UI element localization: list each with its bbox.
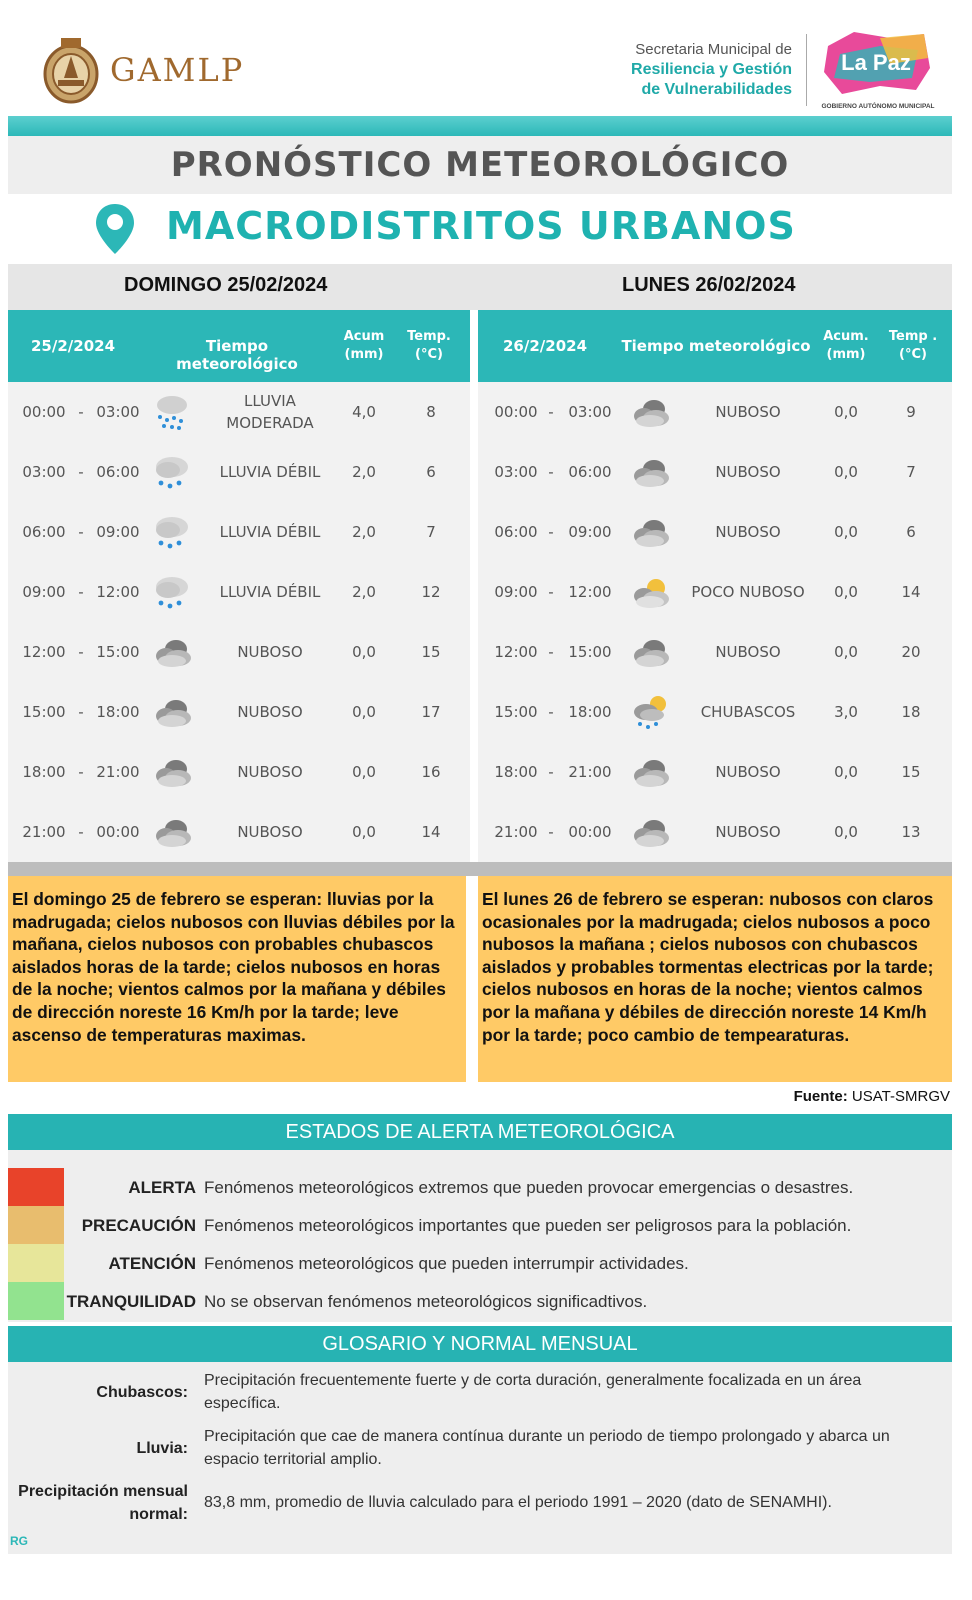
time-from: 15:00 [22,703,66,721]
weather-condition-line-1: LLUVIA DÉBIL [219,523,321,541]
glossary-term: Chubascos: [96,1384,188,1401]
acum-value: 2,0 [352,523,376,541]
temp-value: 16 [421,763,441,781]
table-row [8,622,952,682]
temp-value: 7 [906,463,916,481]
weather-condition-line-1: NUBOSO [715,463,781,481]
time-dash: - [78,823,84,841]
col-acum-2 [816,328,876,364]
alert-swatch-yellow [8,1244,64,1282]
weather-condition-line-1: NUBOSO [715,643,781,661]
weather-condition-line-1: NUBOSO [237,823,303,841]
cloud-icon [626,392,674,432]
acum-value: 0,0 [834,763,858,781]
alert-description: Fenómenos meteorológicos que pueden interrumpir actividades. [204,1254,689,1273]
time-to: 03:00 [96,403,140,421]
glossary-definition: Precipitación que cae de manera contínua durante un periodo de tiempo prolongado y abarca un espacio territorial amplio. [204,1428,890,1468]
glossary-heading: GLOSARIO Y NORMAL MENSUAL [8,1326,952,1362]
col-acum-2-line-1: Acum. [823,329,869,344]
col-temp-1-line-1: Temp. [407,329,451,344]
time-to: 21:00 [568,763,612,781]
weather-condition-line-1: NUBOSO [715,763,781,781]
time-from: 03:00 [22,463,66,481]
time-from: 21:00 [494,823,538,841]
weather-condition [680,382,816,442]
acum-value: 0,0 [834,463,858,481]
time-from: 15:00 [494,703,538,721]
alert-row-precaucion [8,1206,952,1244]
temp-value: 9 [906,403,916,421]
table-row [8,742,952,802]
source-credit [794,1088,950,1105]
forecast-table-header [8,310,952,382]
table-row [8,802,952,862]
table-row [8,382,952,442]
weather-condition [680,682,816,742]
weather-condition [680,802,816,862]
time-from: 06:00 [22,523,66,541]
secretaria-name [631,40,792,100]
glossary-term: Lluvia: [136,1440,188,1457]
day-1-description: El domingo 25 de febrero se esperan: lluvias por la madrugada; cielos nubosos con lluvias débiles por la mañana, cielos nubosos con probables chubascos aislados horas de la tarde; cielos nubosos en horas de la noche; vientos calmos por la mañana y débiles de dirección noreste 16 Km/h por la tarde; leve ascenso de temperaturas maximas. [8,876,466,1082]
time-dash: - [78,703,84,721]
showers-icon [626,692,674,732]
col-weather-2: Tiempo meteorológico [621,337,811,355]
header-divider [806,34,807,106]
time-to: 18:00 [568,703,612,721]
glossary-term-line-2: normal: [129,1506,188,1523]
acum-value: 0,0 [834,643,858,661]
page-header [8,20,952,120]
col-temp-1 [398,328,460,364]
time-from: 09:00 [22,583,66,601]
title-band [8,136,952,194]
alert-label: ATENCIÓN [108,1254,196,1273]
alert-swatch-red [8,1168,64,1206]
secretaria-line-3: de Vulnerabilidades [641,81,792,98]
la-paz-logo-subtext: GOBIERNO AUTÓNOMO MUNICIPAL [821,103,935,110]
time-dash: - [548,583,554,601]
temp-value: 7 [426,523,436,541]
weather-condition-line-1: NUBOSO [715,403,781,421]
acum-value: 0,0 [834,403,858,421]
table-row [8,562,952,622]
time-dash: - [78,403,84,421]
alerts-section [8,1150,952,1322]
alerts-heading: ESTADOS DE ALERTA METEOROLÓGICA [8,1114,952,1150]
alert-description: No se observan fenómenos meteorológicos significadtivos. [204,1292,648,1311]
table-row [8,502,952,562]
time-to: 00:00 [96,823,140,841]
weather-condition-line-1: POCO NUBOSO [691,583,805,601]
time-to: 06:00 [96,463,140,481]
weather-condition [680,742,816,802]
acum-value: 0,0 [834,583,858,601]
temp-value: 18 [901,703,921,721]
la-paz-logo [820,28,936,112]
time-dash: - [548,823,554,841]
weather-condition-line-1: NUBOSO [237,703,303,721]
time-to: 06:00 [568,463,612,481]
time-to: 00:00 [568,823,612,841]
cloud-icon [626,452,674,492]
acum-value: 2,0 [352,583,376,601]
weather-condition-line-2: MODERADA [226,414,314,432]
time-to: 18:00 [96,703,140,721]
acum-value: 0,0 [352,703,376,721]
secretaria-line-2: Resiliencia y Gestión [631,61,792,78]
cloud-icon [626,512,674,552]
time-to: 15:00 [96,643,140,661]
table-bottom-rule [8,862,952,876]
time-to: 09:00 [568,523,612,541]
col-temp-2 [880,328,946,364]
footer-tag: RG [10,1534,28,1548]
weather-condition-line-1: NUBOSO [715,523,781,541]
time-to: 21:00 [96,763,140,781]
weather-condition [680,502,816,562]
col-temp-2-line-1: Temp . [888,329,938,344]
time-from: 18:00 [22,763,66,781]
weather-condition [680,442,816,502]
la-paz-logo-text: La Paz [841,50,911,75]
time-dash: - [548,403,554,421]
col-temp-1-line-2: (°C) [415,347,443,362]
time-dash: - [78,463,84,481]
time-from: 00:00 [22,403,66,421]
weather-condition-line-1: LLUVIA [244,392,296,410]
source-label: Fuente: [793,1088,848,1105]
alert-description: Fenómenos meteorológicos importantes que pueden ser peligrosos para la población. [204,1216,852,1235]
time-dash: - [548,703,554,721]
alert-description: Fenómenos meteorológicos extremos que pueden provocar emergencias o desastres. [204,1178,854,1197]
day-2-title: LUNES 26/02/2024 [622,274,796,296]
temp-value: 6 [426,463,436,481]
time-dash: - [78,643,84,661]
time-from: 06:00 [494,523,538,541]
temp-value: 12 [421,583,441,601]
alert-row-atencion [8,1244,952,1282]
location-pin-icon [94,202,136,256]
cloud-icon [626,812,674,852]
subtitle-band [8,194,952,264]
time-to: 12:00 [568,583,612,601]
acum-value: 3,0 [834,703,858,721]
weather-condition-line-1: NUBOSO [237,763,303,781]
time-dash: - [548,523,554,541]
temp-value: 20 [901,643,921,661]
time-dash: - [548,763,554,781]
coat-of-arms-icon [36,34,106,106]
col-date-2: 26/2/2024 [502,337,588,355]
alert-label: ALERTA [128,1178,196,1197]
temp-value: 17 [421,703,441,721]
time-from: 12:00 [494,643,538,661]
temp-value: 6 [906,523,916,541]
weather-condition-line-1: NUBOSO [715,823,781,841]
time-from: 12:00 [22,643,66,661]
acum-value: 2,0 [352,463,376,481]
alert-label: TRANQUILIDAD [66,1292,196,1311]
forecast-table-body [8,382,952,862]
weather-condition-line-1: CHUBASCOS [700,703,796,721]
time-to: 15:00 [568,643,612,661]
alert-swatch-orange [8,1206,64,1244]
col-date-1: 25/2/2024 [30,337,116,355]
col-acum-1-line-1: Acum [343,329,385,344]
source-value: USAT-SMRGV [847,1088,950,1105]
col-weather-1: Tiempo meteorológico [176,337,298,373]
partly-cloudy-icon [626,572,674,612]
alert-swatch-green [8,1282,64,1320]
temp-value: 13 [901,823,921,841]
page-subtitle: MACRODISTRITOS URBANOS [166,204,796,248]
temp-value: 15 [421,643,441,661]
acum-value: 0,0 [352,823,376,841]
time-from: 00:00 [494,403,538,421]
weather-condition-line-1: NUBOSO [237,643,303,661]
day-header-band [8,264,952,310]
acum-value: 0,0 [834,523,858,541]
time-from: 18:00 [494,763,538,781]
acum-value: 0,0 [352,763,376,781]
time-dash: - [548,463,554,481]
cloud-icon [626,752,674,792]
day-2-description: El lunes 26 de febrero se esperan: nubosos con claros ocasionales por la madrugada; cielos nubosos a poco nubosos la mañana ; cielos nubosos con chubascos aislados y probables tormentas electricas por la tarde; cielos nubosos en horas de la noche; vientos calmos por la mañana y débiles de dirección noreste 14 Km/h por la tarde; poco cambio de tempearaturas. [478,876,952,1082]
gamlp-name: GAMLP [110,51,245,89]
col-acum-2-line-2: (mm) [826,347,866,362]
time-from: 03:00 [494,463,538,481]
col-acum-1 [334,328,394,364]
alert-label: PRECAUCIÓN [81,1216,196,1235]
acum-value: 4,0 [352,403,376,421]
alert-row-alerta [8,1168,952,1206]
glossary-section [8,1362,952,1554]
time-dash: - [78,583,84,601]
cloud-icon [626,632,674,672]
gamlp-logo [36,34,244,106]
glossary-term [18,1480,188,1526]
weather-condition-line-1: LLUVIA DÉBIL [219,583,321,601]
col-temp-2-line-2: (°C) [899,347,927,362]
weather-condition [680,622,816,682]
glossary-term-line-1: Precipitación mensual [18,1483,188,1500]
time-dash: - [78,763,84,781]
secretaria-line-1: Secretaria Municipal de [635,41,792,58]
weather-condition [680,562,816,622]
acum-value: 0,0 [352,643,376,661]
time-to: 03:00 [568,403,612,421]
page-title: PRONÓSTICO METEOROLÓGICO [170,145,790,185]
time-dash: - [78,523,84,541]
table-row [8,442,952,502]
time-to: 09:00 [96,523,140,541]
time-from: 09:00 [494,583,538,601]
table-separator [470,310,478,862]
glossary-definition: Precipitación frecuentemente fuerte y de corta duración, generalmente focalizada en un área específica. [204,1372,862,1412]
temp-value: 14 [901,583,921,601]
day-1-title: DOMINGO 25/02/2024 [124,274,328,296]
col-acum-1-line-2: (mm) [344,347,384,362]
acum-value: 0,0 [834,823,858,841]
weather-condition-line-1: LLUVIA DÉBIL [219,463,321,481]
temp-value: 15 [901,763,921,781]
temp-value: 8 [426,403,436,421]
table-row [8,682,952,742]
temp-value: 14 [421,823,441,841]
alert-row-tranquilidad [8,1282,952,1320]
time-dash: - [548,643,554,661]
glossary-definition: 83,8 mm, promedio de lluvia calculado para el periodo 1991 – 2020 (dato de SENAMHI). [204,1494,832,1511]
time-to: 12:00 [96,583,140,601]
header-teal-bar [8,116,952,136]
time-from: 21:00 [22,823,66,841]
